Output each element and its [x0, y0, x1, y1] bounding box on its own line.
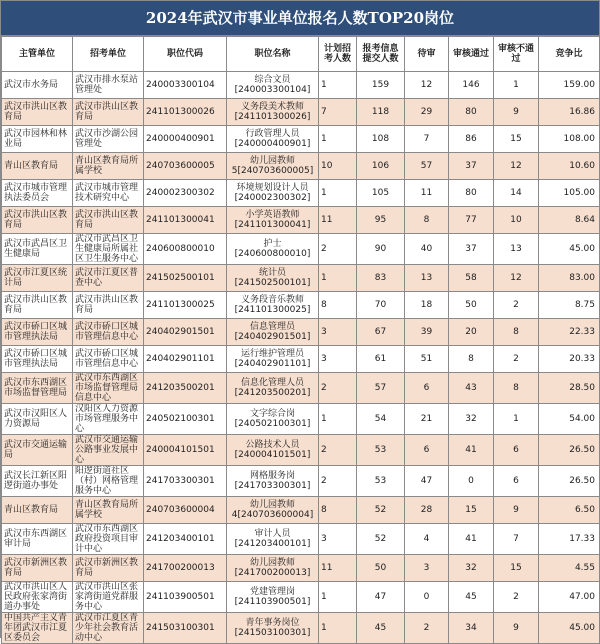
rejected-cell: 8	[494, 373, 539, 404]
position-name-cell: 审计人员[241203400101]	[227, 524, 319, 555]
col-header-approved: 审核通过	[449, 37, 494, 72]
table-row	[2, 497, 600, 524]
position-code-cell: 240703600005	[144, 153, 227, 180]
pending-cell: 18	[405, 292, 449, 319]
planned-cell: 8	[319, 292, 357, 319]
employer-cell: 武汉市东西湖区市场监督管理局信息中心	[73, 373, 144, 404]
position-code-cell: 241203400101	[144, 524, 227, 555]
position-code-cell: 241502500101	[144, 265, 227, 292]
planned-cell: 3	[319, 524, 357, 555]
position-name-cell: 信息化管理人员[241203500201]	[227, 373, 319, 404]
approved-cell: 0	[449, 466, 494, 497]
rejected-cell: 15	[494, 555, 539, 582]
submitted-cell: 45	[357, 613, 405, 644]
submitted-cell: 52	[357, 497, 405, 524]
rejected-cell: 2	[494, 582, 539, 613]
pending-cell: 2	[405, 613, 449, 644]
employer-cell: 武汉市洪山区教育局	[73, 292, 144, 319]
submitted-cell: 61	[357, 346, 405, 373]
approved-cell: 43	[449, 373, 494, 404]
planned-cell: 2	[319, 234, 357, 265]
approved-cell: 80	[449, 180, 494, 207]
supervisor-cell: 武汉市洪山区教育局	[2, 207, 73, 234]
ratio-cell: 6.50	[539, 497, 600, 524]
position-name-cell: 义务段美术教师[241101300026]	[227, 99, 319, 126]
table-row	[2, 524, 600, 555]
employer-cell: 武汉市城市管理技术研究中心	[73, 180, 144, 207]
position-name-cell: 文字综合岗[240502100301]	[227, 404, 319, 435]
submitted-cell: 54	[357, 404, 405, 435]
supervisor-cell: 武汉市洪山区人民政府张家湾街道办事处	[2, 582, 73, 613]
pending-cell: 57	[405, 153, 449, 180]
pending-cell: 28	[405, 497, 449, 524]
position-name-cell: 幼儿园教师5[240703600005]	[227, 153, 319, 180]
pending-cell: 0	[405, 582, 449, 613]
supervisor-cell: 青山区教育局	[2, 497, 73, 524]
planned-cell: 8	[319, 497, 357, 524]
ranking-table	[1, 36, 600, 644]
ratio-cell: 26.50	[539, 466, 600, 497]
approved-cell: 86	[449, 126, 494, 153]
table-row	[2, 126, 600, 153]
employer-cell: 汉阳区人力资源市场管理服务中心	[73, 404, 144, 435]
rejected-cell: 13	[494, 234, 539, 265]
submitted-cell: 95	[357, 207, 405, 234]
submitted-cell: 70	[357, 292, 405, 319]
table-row	[2, 582, 600, 613]
ratio-cell: 10.60	[539, 153, 600, 180]
employer-cell: 武汉市交通运输公路事业发展中心	[73, 435, 144, 466]
planned-cell: 2	[319, 466, 357, 497]
supervisor-cell: 武汉长江新区阳逻街道办事处	[2, 466, 73, 497]
table-row	[2, 466, 600, 497]
position-name-cell: 公路技术人员[240004101501]	[227, 435, 319, 466]
ratio-cell: 26.50	[539, 435, 600, 466]
approved-cell: 45	[449, 582, 494, 613]
employer-cell: 武汉市洪山区张家湾街道党群服务中心	[73, 582, 144, 613]
ratio-cell: 17.33	[539, 524, 600, 555]
supervisor-cell: 武汉市硚口区城市管理执法局	[2, 346, 73, 373]
col-header-rejected: 审核不通过	[494, 37, 539, 72]
rejected-cell: 1	[494, 404, 539, 435]
employer-cell: 武汉市东西湖区政府投资项目审计中心	[73, 524, 144, 555]
position-code-cell: 240502100301	[144, 404, 227, 435]
supervisor-cell: 中国共产主义青年团武汉市江夏区委员会	[2, 613, 73, 644]
approved-cell: 34	[449, 613, 494, 644]
planned-cell: 11	[319, 207, 357, 234]
position-code-cell: 241700200013	[144, 555, 227, 582]
rejected-cell: 9	[494, 613, 539, 644]
col-header-supervisor: 主管单位	[2, 37, 73, 72]
pending-cell: 51	[405, 346, 449, 373]
position-name-cell: 综合文员[240003300104]	[227, 72, 319, 99]
submitted-cell: 90	[357, 234, 405, 265]
position-code-cell: 241101300041	[144, 207, 227, 234]
position-code-cell: 241503100301	[144, 613, 227, 644]
ratio-cell: 20.33	[539, 346, 600, 373]
approved-cell: 41	[449, 435, 494, 466]
table-row	[2, 435, 600, 466]
approved-cell: 32	[449, 555, 494, 582]
rejected-cell: 8	[494, 319, 539, 346]
ratio-cell: 22.33	[539, 319, 600, 346]
supervisor-cell: 武汉市洪山区教育局	[2, 99, 73, 126]
position-name-cell: 幼儿园教师[241700200013]	[227, 555, 319, 582]
ratio-cell: 8.64	[539, 207, 600, 234]
submitted-cell: 52	[357, 524, 405, 555]
supervisor-cell: 武汉市水务局	[2, 72, 73, 99]
submitted-cell: 159	[357, 72, 405, 99]
position-code-cell: 241103900501	[144, 582, 227, 613]
position-code-cell: 241703300301	[144, 466, 227, 497]
employer-cell: 青山区教育局所属学校	[73, 153, 144, 180]
pending-cell: 12	[405, 72, 449, 99]
employer-cell: 武汉市沙湖公园管理处	[73, 126, 144, 153]
col-header-ratio: 竞争比	[539, 37, 600, 72]
supervisor-cell: 武汉市硚口区城市管理执法局	[2, 319, 73, 346]
pending-cell: 4	[405, 524, 449, 555]
page-title: 2024年武汉市事业单位报名人数TOP20岗位	[1, 1, 599, 36]
position-code-cell: 240004101501	[144, 435, 227, 466]
approved-cell: 15	[449, 497, 494, 524]
supervisor-cell: 武汉市武昌区卫生健康局	[2, 234, 73, 265]
planned-cell: 2	[319, 373, 357, 404]
table-row	[2, 265, 600, 292]
planned-cell: 1	[319, 72, 357, 99]
supervisor-cell: 武汉市城市管理执法委员会	[2, 180, 73, 207]
pending-cell: 47	[405, 466, 449, 497]
table-row	[2, 373, 600, 404]
employer-cell: 武汉市江夏区普查中心	[73, 265, 144, 292]
ratio-cell: 159.00	[539, 72, 600, 99]
ratio-cell: 4.55	[539, 555, 600, 582]
employer-cell: 武汉市硚口区城市管理信息中心	[73, 319, 144, 346]
position-name-cell: 环境规划设计人员[240002300302]	[227, 180, 319, 207]
position-name-cell: 运行维护管理员[240402901101]	[227, 346, 319, 373]
rejected-cell: 9	[494, 497, 539, 524]
table-row	[2, 207, 600, 234]
rejected-cell: 2	[494, 346, 539, 373]
submitted-cell: 67	[357, 319, 405, 346]
employer-cell: 阳逻街道社区（村）网格管理服务中心	[73, 466, 144, 497]
approved-cell: 8	[449, 346, 494, 373]
rejected-cell: 7	[494, 524, 539, 555]
position-name-cell: 党建管理岗[241103900501]	[227, 582, 319, 613]
submitted-cell: 106	[357, 153, 405, 180]
supervisor-cell: 武汉市洪山区教育局	[2, 292, 73, 319]
pending-cell: 3	[405, 555, 449, 582]
pending-cell: 13	[405, 265, 449, 292]
supervisor-cell: 武汉市园林和林业局	[2, 126, 73, 153]
approved-cell: 20	[449, 319, 494, 346]
table-row	[2, 72, 600, 99]
col-header-pending: 待审	[405, 37, 449, 72]
approved-cell: 77	[449, 207, 494, 234]
position-name-cell: 行政管理人员[240000400901]	[227, 126, 319, 153]
table-row	[2, 153, 600, 180]
supervisor-cell: 武汉市江夏区统计局	[2, 265, 73, 292]
planned-cell: 3	[319, 319, 357, 346]
ratio-cell: 8.75	[539, 292, 600, 319]
pending-cell: 6	[405, 435, 449, 466]
approved-cell: 80	[449, 99, 494, 126]
position-code-cell: 240402901501	[144, 319, 227, 346]
ratio-cell: 47.00	[539, 582, 600, 613]
pending-cell: 40	[405, 234, 449, 265]
ratio-cell: 83.00	[539, 265, 600, 292]
planned-cell: 1	[319, 265, 357, 292]
rejected-cell: 14	[494, 180, 539, 207]
planned-cell: 1	[319, 126, 357, 153]
table-row	[2, 555, 600, 582]
employer-cell: 武汉市武昌区卫生健康局所属社区卫生服务中心	[73, 234, 144, 265]
submitted-cell: 108	[357, 126, 405, 153]
table-row	[2, 346, 600, 373]
planned-cell: 1	[319, 613, 357, 644]
approved-cell: 50	[449, 292, 494, 319]
position-code-cell: 240600800010	[144, 234, 227, 265]
table-row	[2, 319, 600, 346]
submitted-cell: 118	[357, 99, 405, 126]
pending-cell: 8	[405, 207, 449, 234]
approved-cell: 146	[449, 72, 494, 99]
planned-cell: 10	[319, 153, 357, 180]
position-code-cell: 240000400901	[144, 126, 227, 153]
position-name-cell: 小学英语教师[241101300041]	[227, 207, 319, 234]
table-row	[2, 613, 600, 644]
col-header-position-code: 职位代码	[144, 37, 227, 72]
position-code-cell: 240703600004	[144, 497, 227, 524]
employer-cell: 武汉市洪山区教育局	[73, 99, 144, 126]
approved-cell: 41	[449, 524, 494, 555]
pending-cell: 21	[405, 404, 449, 435]
position-name-cell: 网格服务岗[241703300301]	[227, 466, 319, 497]
pending-cell: 39	[405, 319, 449, 346]
ratio-cell: 108.00	[539, 126, 600, 153]
ratio-cell: 45.00	[539, 234, 600, 265]
rejected-cell: 6	[494, 466, 539, 497]
planned-cell: 1	[319, 582, 357, 613]
supervisor-cell: 武汉市交通运输局	[2, 435, 73, 466]
supervisor-cell: 武汉市东西湖区审计局	[2, 524, 73, 555]
position-code-cell: 240402901101	[144, 346, 227, 373]
approved-cell: 37	[449, 153, 494, 180]
ratio-cell: 54.00	[539, 404, 600, 435]
table-row	[2, 99, 600, 126]
col-header-employer: 招考单位	[73, 37, 144, 72]
rejected-cell: 15	[494, 126, 539, 153]
position-code-cell: 241101300026	[144, 99, 227, 126]
supervisor-cell: 武汉市汉阳区人力资源局	[2, 404, 73, 435]
position-name-cell: 幼儿园教师4[240703600004]	[227, 497, 319, 524]
submitted-cell: 83	[357, 265, 405, 292]
pending-cell: 11	[405, 180, 449, 207]
employer-cell: 武汉市新洲区教育局	[73, 555, 144, 582]
rejected-cell: 2	[494, 292, 539, 319]
approved-cell: 37	[449, 234, 494, 265]
approved-cell: 32	[449, 404, 494, 435]
approved-cell: 58	[449, 265, 494, 292]
submitted-cell: 105	[357, 180, 405, 207]
rejected-cell: 1	[494, 72, 539, 99]
supervisor-cell: 武汉市东西湖区市场监督管理局	[2, 373, 73, 404]
planned-cell: 2	[319, 435, 357, 466]
col-header-planned: 计划招考人数	[319, 37, 357, 72]
table-row	[2, 292, 600, 319]
rejected-cell: 9	[494, 99, 539, 126]
position-code-cell: 240003300104	[144, 72, 227, 99]
rejected-cell: 12	[494, 265, 539, 292]
submitted-cell: 53	[357, 435, 405, 466]
planned-cell: 1	[319, 404, 357, 435]
position-code-cell: 241203500201	[144, 373, 227, 404]
position-name-cell: 信息管理员[240402901501]	[227, 319, 319, 346]
planned-cell: 3	[319, 346, 357, 373]
position-name-cell: 义务段音乐教师[241101300025]	[227, 292, 319, 319]
pending-cell: 7	[405, 126, 449, 153]
planned-cell: 11	[319, 555, 357, 582]
table-row	[2, 404, 600, 435]
position-name-cell: 护士[240600800010]	[227, 234, 319, 265]
employer-cell: 武汉市硚口区城市管理信息中心	[73, 346, 144, 373]
planned-cell: 7	[319, 99, 357, 126]
header-row	[2, 37, 600, 72]
pending-cell: 29	[405, 99, 449, 126]
submitted-cell: 50	[357, 555, 405, 582]
position-name-cell: 统计员[241502500101]	[227, 265, 319, 292]
pending-cell: 6	[405, 373, 449, 404]
rejected-cell: 12	[494, 153, 539, 180]
employer-cell: 武汉市洪山区教育局	[73, 207, 144, 234]
supervisor-cell: 武汉市新洲区教育局	[2, 555, 73, 582]
employer-cell: 武汉市江夏区青少年社会教育活动中心	[73, 613, 144, 644]
supervisor-cell: 青山区教育局	[2, 153, 73, 180]
rejected-cell: 10	[494, 207, 539, 234]
ratio-cell: 28.50	[539, 373, 600, 404]
position-name-cell: 青年事务岗位[241503100301]	[227, 613, 319, 644]
col-header-submitted: 报考信息提交人数	[357, 37, 405, 72]
planned-cell: 1	[319, 180, 357, 207]
table-row	[2, 180, 600, 207]
submitted-cell: 53	[357, 466, 405, 497]
submitted-cell: 47	[357, 582, 405, 613]
submitted-cell: 57	[357, 373, 405, 404]
position-code-cell: 241101300025	[144, 292, 227, 319]
employer-cell: 武汉市排水泵站管理处	[73, 72, 144, 99]
col-header-position-name: 职位名称	[227, 37, 319, 72]
position-code-cell: 240002300302	[144, 180, 227, 207]
ratio-cell: 45.00	[539, 613, 600, 644]
employer-cell: 青山区教育局所属学校	[73, 497, 144, 524]
table-row	[2, 234, 600, 265]
ratio-cell: 16.86	[539, 99, 600, 126]
rejected-cell: 6	[494, 435, 539, 466]
ratio-cell: 105.00	[539, 180, 600, 207]
